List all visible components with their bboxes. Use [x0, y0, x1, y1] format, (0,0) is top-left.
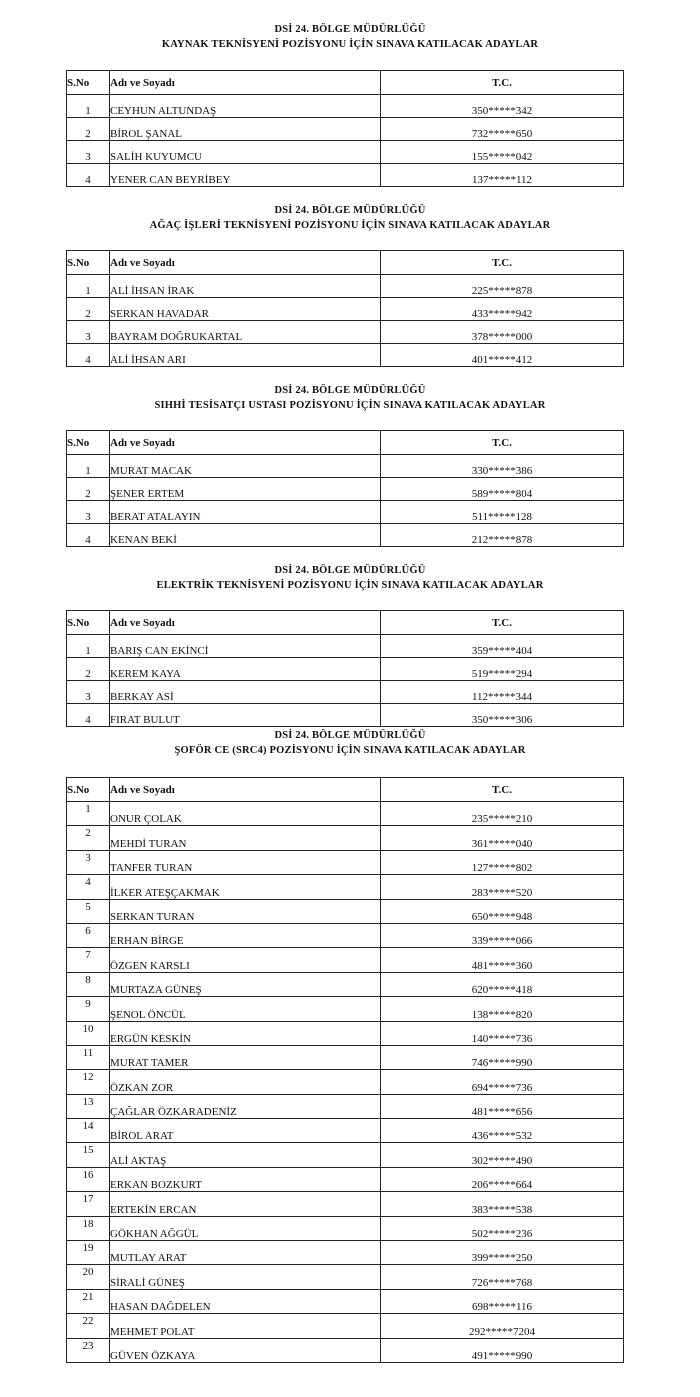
- candidate-tc: 589*****804: [381, 478, 624, 501]
- candidate-tc: 235*****210: [381, 802, 624, 826]
- candidate-name: MURTAZA GÜNEŞ: [110, 972, 381, 996]
- table-row: [67, 1338, 624, 1362]
- column-header-sno: S.No: [67, 611, 110, 635]
- column-header-name: Adı ve Soyadı: [110, 71, 381, 95]
- section-header: [0, 728, 700, 758]
- table-row: [67, 635, 624, 658]
- candidate-tc: 746*****990: [381, 1045, 624, 1069]
- candidate-name: SİRALİ GÜNEŞ: [110, 1265, 381, 1289]
- candidate-name: SERKAN TURAN: [110, 899, 381, 923]
- candidate-tc: 694*****736: [381, 1070, 624, 1094]
- row-number: 4: [67, 164, 110, 187]
- candidate-tc: 361*****040: [381, 826, 624, 850]
- row-number: 19: [67, 1241, 110, 1265]
- row-number: 6: [67, 923, 110, 947]
- candidate-tc: 330*****386: [381, 455, 624, 478]
- candidate-name: ALİ İHSAN ARI: [110, 344, 381, 367]
- table-row: [67, 1265, 624, 1289]
- row-number: 3: [67, 850, 110, 874]
- row-number: 2: [67, 826, 110, 850]
- table-row: [67, 478, 624, 501]
- column-header-tc: T.C.: [381, 251, 624, 275]
- candidate-name: FIRAT BULUT: [110, 704, 381, 727]
- candidate-name: BERAT ATALAYIN: [110, 501, 381, 524]
- candidate-name: ONUR ÇOLAK: [110, 802, 381, 826]
- candidate-tc: 339*****066: [381, 923, 624, 947]
- table-header-row: [67, 71, 624, 95]
- candidate-tc: 350*****342: [381, 95, 624, 118]
- candidate-tc: 350*****306: [381, 704, 624, 727]
- table-row: [67, 1045, 624, 1069]
- section-title: DSİ 24. BÖLGE MÜDÜRLÜĞÜ: [274, 24, 426, 35]
- column-header-sno: S.No: [67, 251, 110, 275]
- candidate-name: BAYRAM DOĞRUKARTAL: [110, 321, 381, 344]
- section-header: [0, 203, 700, 233]
- row-number: 21: [67, 1289, 110, 1313]
- row-number: 4: [67, 344, 110, 367]
- section-title: DSİ 24. BÖLGE MÜDÜRLÜĞÜ: [274, 205, 426, 216]
- candidate-tc: 502*****236: [381, 1216, 624, 1240]
- row-number: 2: [67, 298, 110, 321]
- row-number: 2: [67, 478, 110, 501]
- candidate-tc: 127*****802: [381, 850, 624, 874]
- candidate-tc: 511*****128: [381, 501, 624, 524]
- candidate-tc: 138*****820: [381, 997, 624, 1021]
- candidate-name: GÖKHAN AĞGÜL: [110, 1216, 381, 1240]
- table-row: [67, 455, 624, 478]
- candidate-tc: 726*****768: [381, 1265, 624, 1289]
- candidate-name: MUTLAY ARAT: [110, 1241, 381, 1265]
- candidate-name: SALİH KUYUMCU: [110, 141, 381, 164]
- candidate-tc: 137*****112: [381, 164, 624, 187]
- table-row: [67, 826, 624, 850]
- row-number: 18: [67, 1216, 110, 1240]
- table-row: [67, 704, 624, 727]
- candidate-name: İLKER ATEŞÇAKMAK: [110, 875, 381, 899]
- section-subtitle: KAYNAK TEKNİSYENİ POZİSYONU İÇİN SINAVA KATILACAK ADAYLAR: [161, 39, 539, 50]
- candidate-name: YENER CAN BEYRİBEY: [110, 164, 381, 187]
- section-title: DSİ 24. BÖLGE MÜDÜRLÜĞÜ: [274, 385, 426, 396]
- candidate-name: BİROL ARAT: [110, 1119, 381, 1143]
- row-number: 5: [67, 899, 110, 923]
- candidate-name: MEHMET POLAT: [110, 1314, 381, 1338]
- candidate-tc: 212*****878: [381, 524, 624, 547]
- candidate-name: ALİ İHSAN İRAK: [110, 275, 381, 298]
- candidates-table: [66, 70, 624, 187]
- candidate-name: BERKAY ASİ: [110, 681, 381, 704]
- table-row: [67, 524, 624, 547]
- column-header-tc: T.C.: [381, 611, 624, 635]
- candidate-tc: 155*****042: [381, 141, 624, 164]
- candidate-name: ALİ AKTAŞ: [110, 1143, 381, 1167]
- table-row: [67, 501, 624, 524]
- table-row: [67, 658, 624, 681]
- table-row: [67, 1167, 624, 1191]
- row-number: 23: [67, 1338, 110, 1362]
- row-number: 15: [67, 1143, 110, 1167]
- candidate-tc: 399*****250: [381, 1241, 624, 1265]
- section-header: [0, 22, 700, 52]
- section-header: [0, 383, 700, 413]
- section-title: DSİ 24. BÖLGE MÜDÜRLÜĞÜ: [274, 730, 426, 741]
- candidate-tc: 206*****664: [381, 1167, 624, 1191]
- candidate-name: SERKAN HAVADAR: [110, 298, 381, 321]
- candidate-tc: 481*****360: [381, 948, 624, 972]
- row-number: 2: [67, 118, 110, 141]
- candidate-name: ŞENER ERTEM: [110, 478, 381, 501]
- row-number: 16: [67, 1167, 110, 1191]
- candidate-tc: 436*****532: [381, 1119, 624, 1143]
- candidate-name: ERTEKİN ERCAN: [110, 1192, 381, 1216]
- candidate-tc: 302*****490: [381, 1143, 624, 1167]
- table-row: [67, 923, 624, 947]
- candidate-name: ŞENOL ÖNCÜL: [110, 997, 381, 1021]
- candidate-name: ERKAN BOZKURT: [110, 1167, 381, 1191]
- column-header-sno: S.No: [67, 778, 110, 802]
- candidate-tc: 359*****404: [381, 635, 624, 658]
- section-subtitle: ŞOFÖR CE (SRC4) POZİSYONU İÇİN SINAVA KATILACAK ADAYLAR: [174, 745, 526, 756]
- candidate-name: MURAT TAMER: [110, 1045, 381, 1069]
- table-row: [67, 1192, 624, 1216]
- column-header-name: Adı ve Soyadı: [110, 431, 381, 455]
- row-number: 1: [67, 455, 110, 478]
- candidate-name: ÇAĞLAR ÖZKARADENİZ: [110, 1094, 381, 1118]
- candidates-table: [66, 250, 624, 367]
- table-row: [67, 1070, 624, 1094]
- column-header-name: Adı ve Soyadı: [110, 778, 381, 802]
- candidate-tc: 140*****736: [381, 1021, 624, 1045]
- table-header-row: [67, 251, 624, 275]
- row-number: 9: [67, 997, 110, 1021]
- row-number: 8: [67, 972, 110, 996]
- candidate-name: ERGÜN KESKİN: [110, 1021, 381, 1045]
- candidates-table: [66, 610, 624, 727]
- table-header-row: [67, 778, 624, 802]
- candidates-table: [66, 430, 624, 547]
- candidate-tc: 732*****650: [381, 118, 624, 141]
- row-number: 1: [67, 95, 110, 118]
- candidate-tc: 112*****344: [381, 681, 624, 704]
- table-row: [67, 1021, 624, 1045]
- table-row: [67, 1289, 624, 1313]
- table-header-row: [67, 431, 624, 455]
- table-row: [67, 972, 624, 996]
- table-row: [67, 1094, 624, 1118]
- candidate-tc: 650*****948: [381, 899, 624, 923]
- row-number: 2: [67, 658, 110, 681]
- candidate-name: ERHAN BİRGE: [110, 923, 381, 947]
- section-subtitle: ELEKTRİK TEKNİSYENİ POZİSYONU İÇİN SINAVA KATILACAK ADAYLAR: [156, 580, 544, 591]
- candidate-tc: 481*****656: [381, 1094, 624, 1118]
- section-subtitle: SIHHİ TESİSATÇI USTASI POZİSYONU İÇİN SINAVA KATILACAK ADAYLAR: [154, 400, 546, 411]
- row-number: 22: [67, 1314, 110, 1338]
- candidate-name: KENAN BEKİ: [110, 524, 381, 547]
- column-header-tc: T.C.: [381, 71, 624, 95]
- row-number: 1: [67, 275, 110, 298]
- table-row: [67, 141, 624, 164]
- candidate-name: MURAT MACAK: [110, 455, 381, 478]
- row-number: 3: [67, 141, 110, 164]
- table-row: [67, 1241, 624, 1265]
- candidates-table: [66, 777, 624, 1363]
- candidate-tc: 292*****7204: [381, 1314, 624, 1338]
- candidate-tc: 491*****990: [381, 1338, 624, 1362]
- table-row: [67, 875, 624, 899]
- candidate-name: KEREM KAYA: [110, 658, 381, 681]
- candidate-tc: 433*****942: [381, 298, 624, 321]
- candidate-tc: 698*****116: [381, 1289, 624, 1313]
- candidate-tc: 383*****538: [381, 1192, 624, 1216]
- candidate-name: CEYHUN ALTUNDAŞ: [110, 95, 381, 118]
- candidate-name: GÜVEN ÖZKAYA: [110, 1338, 381, 1362]
- table-header-row: [67, 611, 624, 635]
- candidate-tc: 620*****418: [381, 972, 624, 996]
- row-number: 13: [67, 1094, 110, 1118]
- column-header-name: Adı ve Soyadı: [110, 251, 381, 275]
- table-row: [67, 997, 624, 1021]
- row-number: 7: [67, 948, 110, 972]
- column-header-sno: S.No: [67, 71, 110, 95]
- column-header-tc: T.C.: [381, 778, 624, 802]
- table-row: [67, 275, 624, 298]
- candidate-name: MEHDİ TURAN: [110, 826, 381, 850]
- row-number: 12: [67, 1070, 110, 1094]
- candidate-tc: 378*****000: [381, 321, 624, 344]
- section-header: [0, 563, 700, 593]
- table-row: [67, 1314, 624, 1338]
- candidate-tc: 225*****878: [381, 275, 624, 298]
- candidate-name: ÖZKAN ZOR: [110, 1070, 381, 1094]
- row-number: 3: [67, 321, 110, 344]
- candidate-name: TANFER TURAN: [110, 850, 381, 874]
- row-number: 10: [67, 1021, 110, 1045]
- table-row: [67, 1216, 624, 1240]
- row-number: 3: [67, 501, 110, 524]
- row-number: 4: [67, 524, 110, 547]
- table-row: [67, 1119, 624, 1143]
- table-row: [67, 1143, 624, 1167]
- candidate-name: BİROL ŞANAL: [110, 118, 381, 141]
- column-header-tc: T.C.: [381, 431, 624, 455]
- table-row: [67, 118, 624, 141]
- row-number: 14: [67, 1119, 110, 1143]
- candidate-name: BARIŞ CAN EKİNCİ: [110, 635, 381, 658]
- column-header-name: Adı ve Soyadı: [110, 611, 381, 635]
- table-row: [67, 164, 624, 187]
- row-number: 17: [67, 1192, 110, 1216]
- row-number: 4: [67, 704, 110, 727]
- row-number: 11: [67, 1045, 110, 1069]
- table-row: [67, 899, 624, 923]
- table-row: [67, 681, 624, 704]
- table-row: [67, 298, 624, 321]
- candidate-name: ÖZGEN KARSLI: [110, 948, 381, 972]
- table-row: [67, 321, 624, 344]
- row-number: 20: [67, 1265, 110, 1289]
- row-number: 3: [67, 681, 110, 704]
- candidate-tc: 401*****412: [381, 344, 624, 367]
- candidate-tc: 283*****520: [381, 875, 624, 899]
- table-row: [67, 948, 624, 972]
- row-number: 1: [67, 802, 110, 826]
- candidate-name: HASAN DAĞDELEN: [110, 1289, 381, 1313]
- section-title: DSİ 24. BÖLGE MÜDÜRLÜĞÜ: [274, 565, 426, 576]
- row-number: 4: [67, 875, 110, 899]
- table-row: [67, 344, 624, 367]
- column-header-sno: S.No: [67, 431, 110, 455]
- section-subtitle: AĞAÇ İŞLERİ TEKNİSYENİ POZİSYONU İÇİN SINAVA KATILACAK ADAYLAR: [149, 220, 551, 231]
- candidate-tc: 519*****294: [381, 658, 624, 681]
- table-row: [67, 95, 624, 118]
- row-number: 1: [67, 635, 110, 658]
- table-row: [67, 802, 624, 826]
- table-row: [67, 850, 624, 874]
